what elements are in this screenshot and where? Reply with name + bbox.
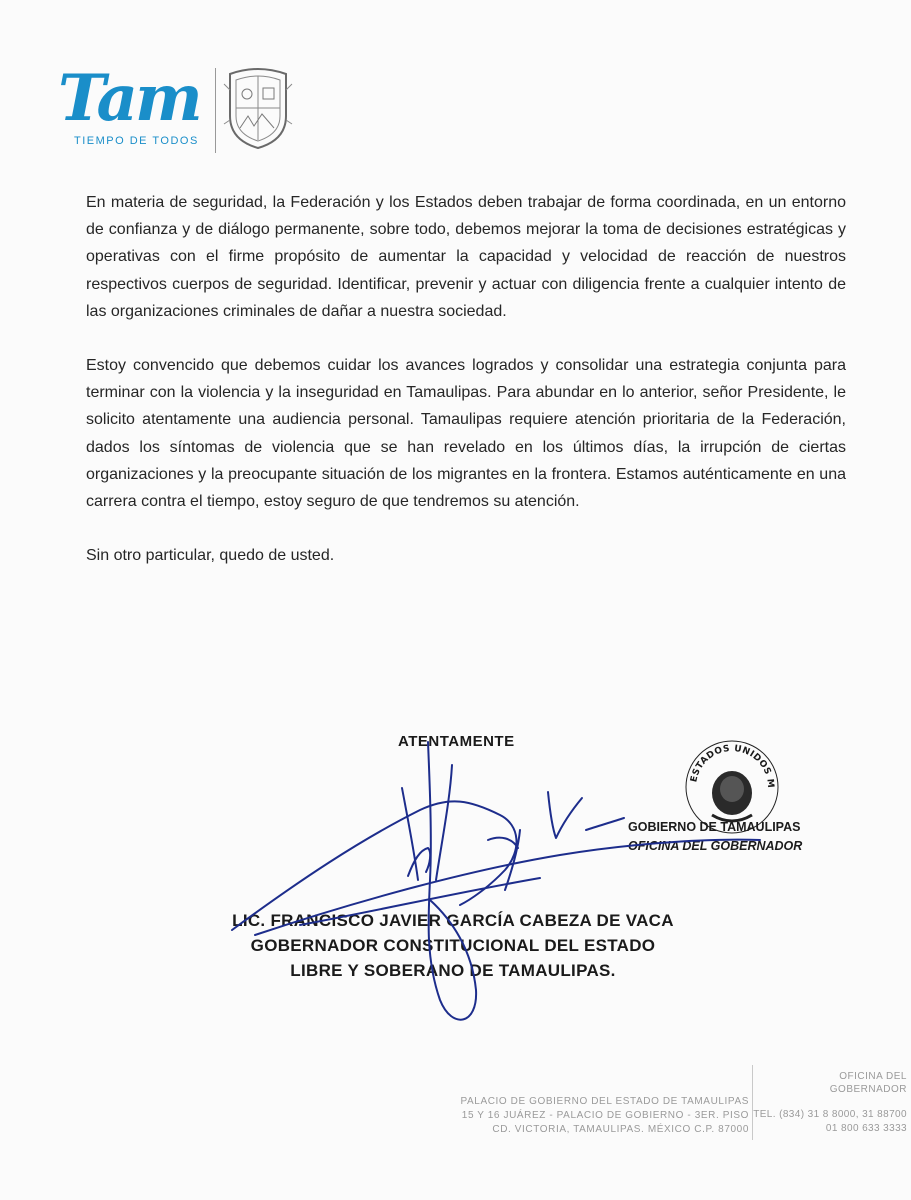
tam-logo xyxy=(58,61,200,136)
letterhead xyxy=(50,60,350,160)
address-line-2: 15 Y 16 JUÁREZ - PALACIO DE GOBIERNO - 3ER. PISO xyxy=(461,1110,749,1121)
signer-name: LIC. FRANCISCO JAVIER GARCÍA CABEZA DE VACA xyxy=(232,911,674,930)
office-line-1: OFICINA DEL xyxy=(839,1071,907,1082)
letter-body xyxy=(86,189,846,596)
office-stamp xyxy=(628,818,838,856)
tam-logo-wordmark: Tam xyxy=(58,61,200,136)
address-line-1: PALACIO DE GOBIERNO DEL ESTADO DE TAMAULIPAS xyxy=(460,1096,749,1107)
office-line-2: GOBERNADOR xyxy=(829,1084,907,1095)
seal-text: ESTADOS UNIDOS M xyxy=(689,743,776,789)
paragraph-closing-remark: Sin otro particular, quedo de usted. xyxy=(86,547,335,565)
footer-office xyxy=(830,1070,907,1096)
tam-logo-tagline: TIEMPO DE TODOS xyxy=(74,135,199,147)
logo-divider xyxy=(215,68,216,153)
paragraph-security: En materia de seguridad, la Federación y los Estados deben trabajar de forma coordinada, en un entorno de confianza y de diálogo permanente, sobre todo, debemos mejorar la toma de decisiones estratégicas y operativas con el firme propósito de aumentar la capacidad y velocidad de reacción de nuestros respectivos cuerpos de seguridad. Identificar, prevenir y actuar con diligencia frente a cualquier intento de las organizaciones criminales de dañar a nuestra sociedad. xyxy=(86,194,846,320)
signer-title: GOBERNADOR CONSTITUCIONAL DEL ESTADO xyxy=(250,936,656,955)
phone-number-local: (834) 31 8 8000, 31 88700 xyxy=(779,1109,907,1120)
phone-label: TEL. xyxy=(753,1109,776,1120)
stamp-line-government: GOBIERNO DE TAMAULIPAS xyxy=(628,820,801,834)
stamp-line-office: OFICINA DEL GOBERNADOR xyxy=(628,839,803,853)
closing-salutation: ATENTAMENTE xyxy=(398,733,515,750)
signer-title-cont: LIBRE Y SOBERANO DE TAMAULIPAS. xyxy=(290,961,616,980)
phone-number-tollfree: 01 800 633 3333 xyxy=(825,1123,907,1134)
paragraph-request: Estoy convencido que debemos cuidar los avances logrados y consolidar una estrategia conjunta para terminar con la violencia y la inseguridad en Tamaulipas. Para abundar en lo anterior, señor Presidente, le solicito atentamente una audiencia personal. Tamaulipas requiere atención prioritaria de la Federación, dados los síntomas de violencia que se han revelado en los últimos días, la irrupción de ciertas organizaciones y la preocupante situación de los migrantes en la frontera. Estamos auténticamente en una carrera contra el tiempo, estoy seguro de que tendremos su atención. xyxy=(86,357,846,511)
address-line-3: CD. VICTORIA, TAMAULIPAS. MÉXICO C.P. 87000 xyxy=(492,1124,749,1135)
state-coat-of-arms-icon xyxy=(222,64,294,150)
footer-address xyxy=(429,1095,749,1137)
footer-phones xyxy=(753,1108,907,1136)
signer-block xyxy=(218,908,688,983)
